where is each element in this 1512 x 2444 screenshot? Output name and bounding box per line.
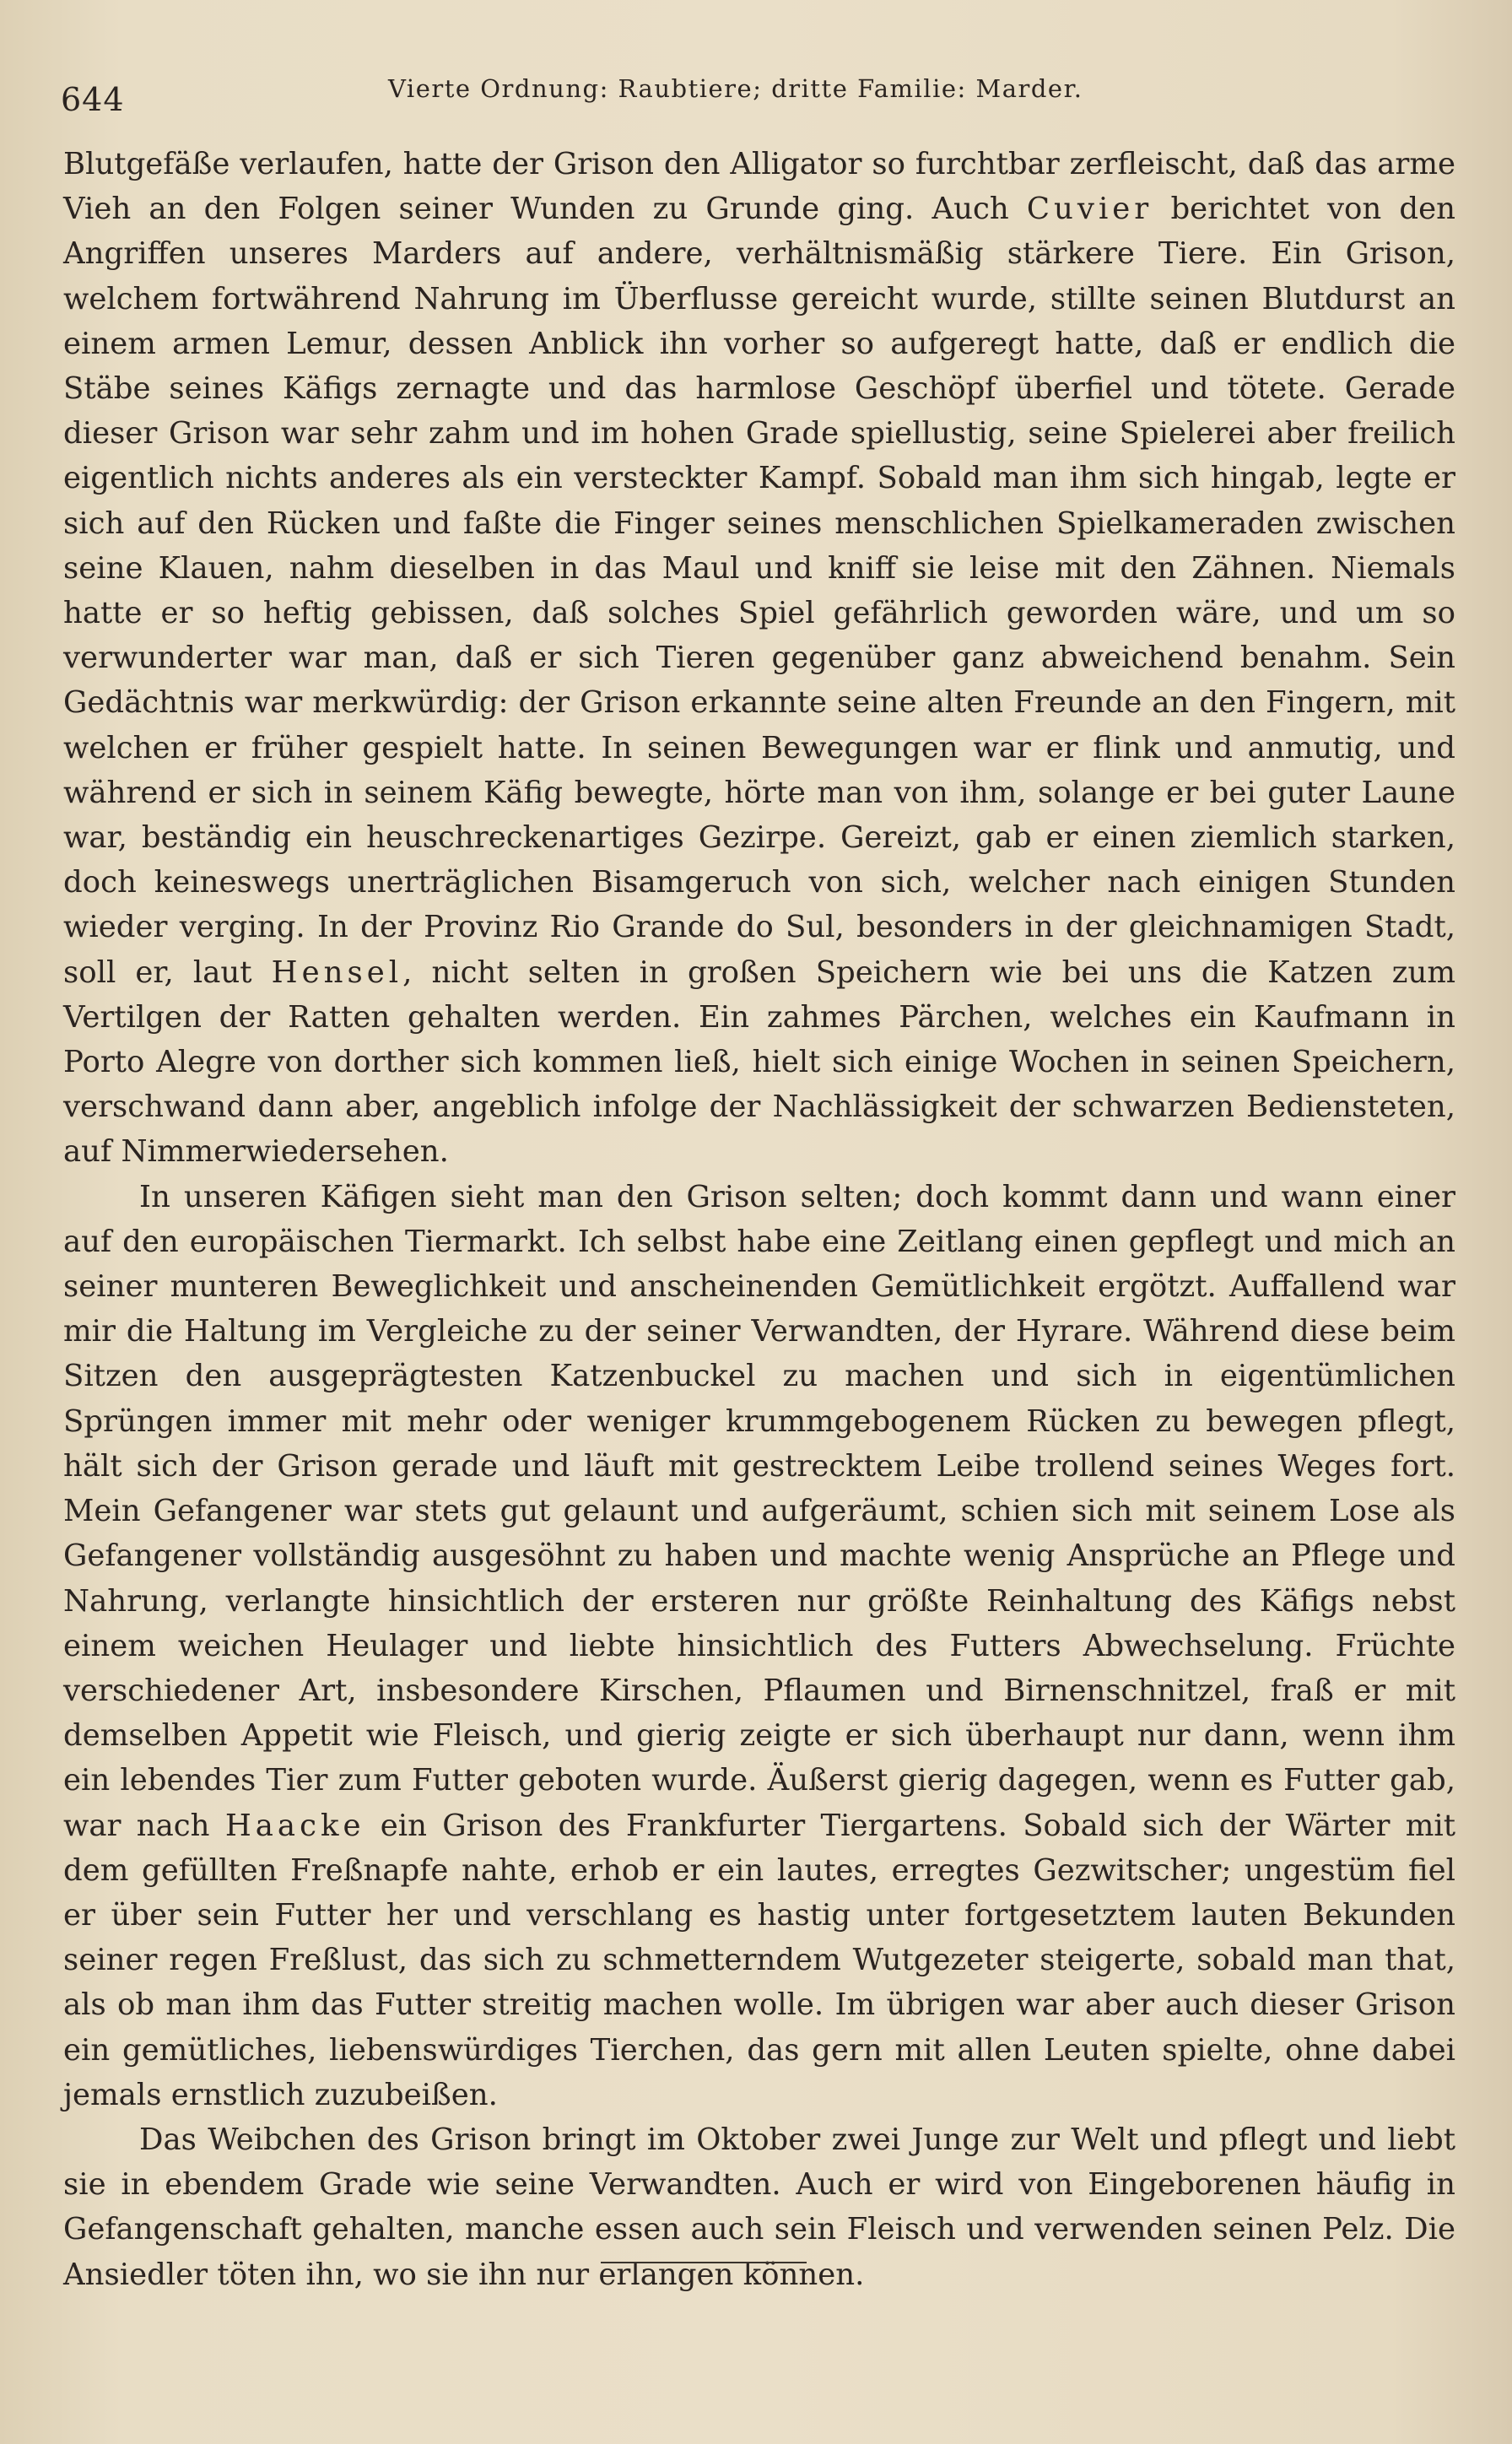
paragraph-2-text-a: In unseren Käfigen sieht man den Grison selten; doch kommt dann und wann einer auf den europäischen Tiermarkt. Ich selbst habe eine Zeitlang einen gepflegt und mich an seiner munteren Beweglichkeit und anscheinenden Gemütlichkeit ergötzt. Auffallend war mir die Haltung im Vergleiche zu der seiner Verwandten, der Hyrare. Während diese beim Sitzen den ausgeprägtesten Katzenbuckel zu machen und sich in eigentümlichen Sprüngen immer mit mehr oder weniger krummgebogenem Rücken zu bewegen pflegt, hält sich der Grison gerade und läuft mit gestrecktem Leibe trollend seines Weges fort. Mein Gefangener war stets gut gelaunt und aufgeräumt, schien sich mit seinem Lose als Gefangener vollständig ausgesöhnt zu haben und machte wenig Ansprüche an Pflege und Nahrung, verlangte hinsichtlich der ersteren nur größte Reinhaltung des Käfigs nebst einem weichen Heulager und liebte hinsichtlich des Futters Abwechselung. Früchte verschiedener Art, insbesondere Kirschen, Pflaumen und Birnenschnitzel, fraß er mit demselben Appetit wie Fleisch, und gierig zeigte er sich überhaupt nur dann, wenn ihm ein lebendes Tier zum Futter geboten wurde. Äußerst gierig dagegen, wenn es Futter gab, war nach (63, 1179, 1455, 1843)
paragraph-3-text: Das Weibchen des Grison bringt im Oktober zwei Junge zur Welt und pflegt und liebt sie in ebendem Grade wie seine Verwandten. Auch er wird von Eingeborenen häufig in Gefangenschaft gehalten, manche essen auch sein Fleisch und verwenden seinen Pelz. Die Ansiedler töten ihn, wo sie ihn nur erlangen können. (63, 2122, 1455, 2292)
paragraph-1-text-a: Blutgefäße verlaufen, hatte der Grison den Alligator so furchtbar zerfleischt, daß das arme Vieh an den Folgen seiner Wunden zu Grunde ging. Auch (63, 147, 1455, 227)
paragraph-1-text-b: berichtet von den Angriffen unseres Marders auf andere, verhältnismäßig stärkere Tiere. Ein Grison, welchem fortwährend Nahrung im Überflusse gereicht wurde, stillte seinen Blutdurst an einem armen Lemur, dessen Anblick ihn vorher so aufgeregt hatte, daß er endlich die Stäbe seines Käfigs zernagte und das harmlose Geschöpf überfiel und tötete. Gerade dieser Grison war sehr zahm und im hohen Grade spiellustig, seine Spielerei aber freilich eigentlich nichts anderes als ein versteckter Kampf. Sobald man ihm sich hingab, legte er sich auf den Rücken und faßte die Finger seines menschlichen Spielkameraden zwischen seine Klauen, nahm dieselben in das Maul und kniff sie leise mit den Zähnen. Niemals hatte er so heftig gebissen, daß solches Spiel gefährlich geworden wäre, und um so verwunderter war man, daß er sich Tieren gegenüber ganz abweichend benahm. Sein Gedächtnis war merkwürdig: der Grison erkannte seine alten Freunde an den Fingern, mit welchen er früher gespielt hatte. In seinen Bewegungen war er flink und anmutig, und während er sich in seinem Käfig bewegte, hörte man von ihm, solange er bei guter Laune war, beständig ein heuschreckenartiges Gezirpe. Gereizt, gab er einen ziemlich starken, doch keineswegs unerträglichen Bisamgeruch von sich, welcher nach einigen Stunden wieder verging. In der Provinz Rio Grande do Sul, besonders in der gleichnamigen Stadt, soll er, laut (63, 192, 1455, 990)
paragraph-2-text-b: ein Grison des Frankfurter Tiergartens. Sobald sich der Wärter mit dem gefüllten Freßnapfe nahte, erhob er ein lautes, erregtes Gezwitscher; ungestüm fiel er über sein Futter her und verschlang es hastig unter fortgesetztem lauten Bekunden seiner regen Freßlust, das sich zu schmetterndem Wutgezeter steigerte, sobald man that, als ob man ihm das Futter streitig machen wolle. Im übrigen war aber auch dieser Grison ein gemütliches, liebenswürdiges Tierchen, das gern mit allen Leuten spielte, ohne dabei jemals ernstlich zuzubeißen. (63, 1808, 1455, 2112)
author-name-haacke: Haacke (224, 1808, 365, 1843)
paragraph-1 (63, 142, 1455, 1175)
page-number: 644 (61, 81, 125, 118)
paragraph-3 (63, 2117, 1455, 2297)
section-end-rule (601, 2262, 807, 2263)
running-head: Vierte Ordnung: Raubtiere; dritte Familie: Marder. (388, 74, 1083, 103)
author-name-hensel: Hensel (271, 954, 403, 990)
paragraph-1-text-c: , nicht selten in großen Speichern wie bei uns die Katzen zum Vertilgen der Ratten gehalten werden. Ein zahmes Pärchen, welches ein Kaufmann in Porto Alegre von dorther sich kommen ließ, hielt sich einige Wochen in seinen Speichern, verschwand dann aber, angeblich infolge der Nachlässigkeit der schwarzen Bediensteten, auf Nimmerwiedersehen. (63, 954, 1455, 1170)
paragraph-2 (63, 1175, 1455, 2117)
author-name-cuvier: Cuvier (1026, 192, 1153, 227)
body-text (63, 142, 1455, 2297)
